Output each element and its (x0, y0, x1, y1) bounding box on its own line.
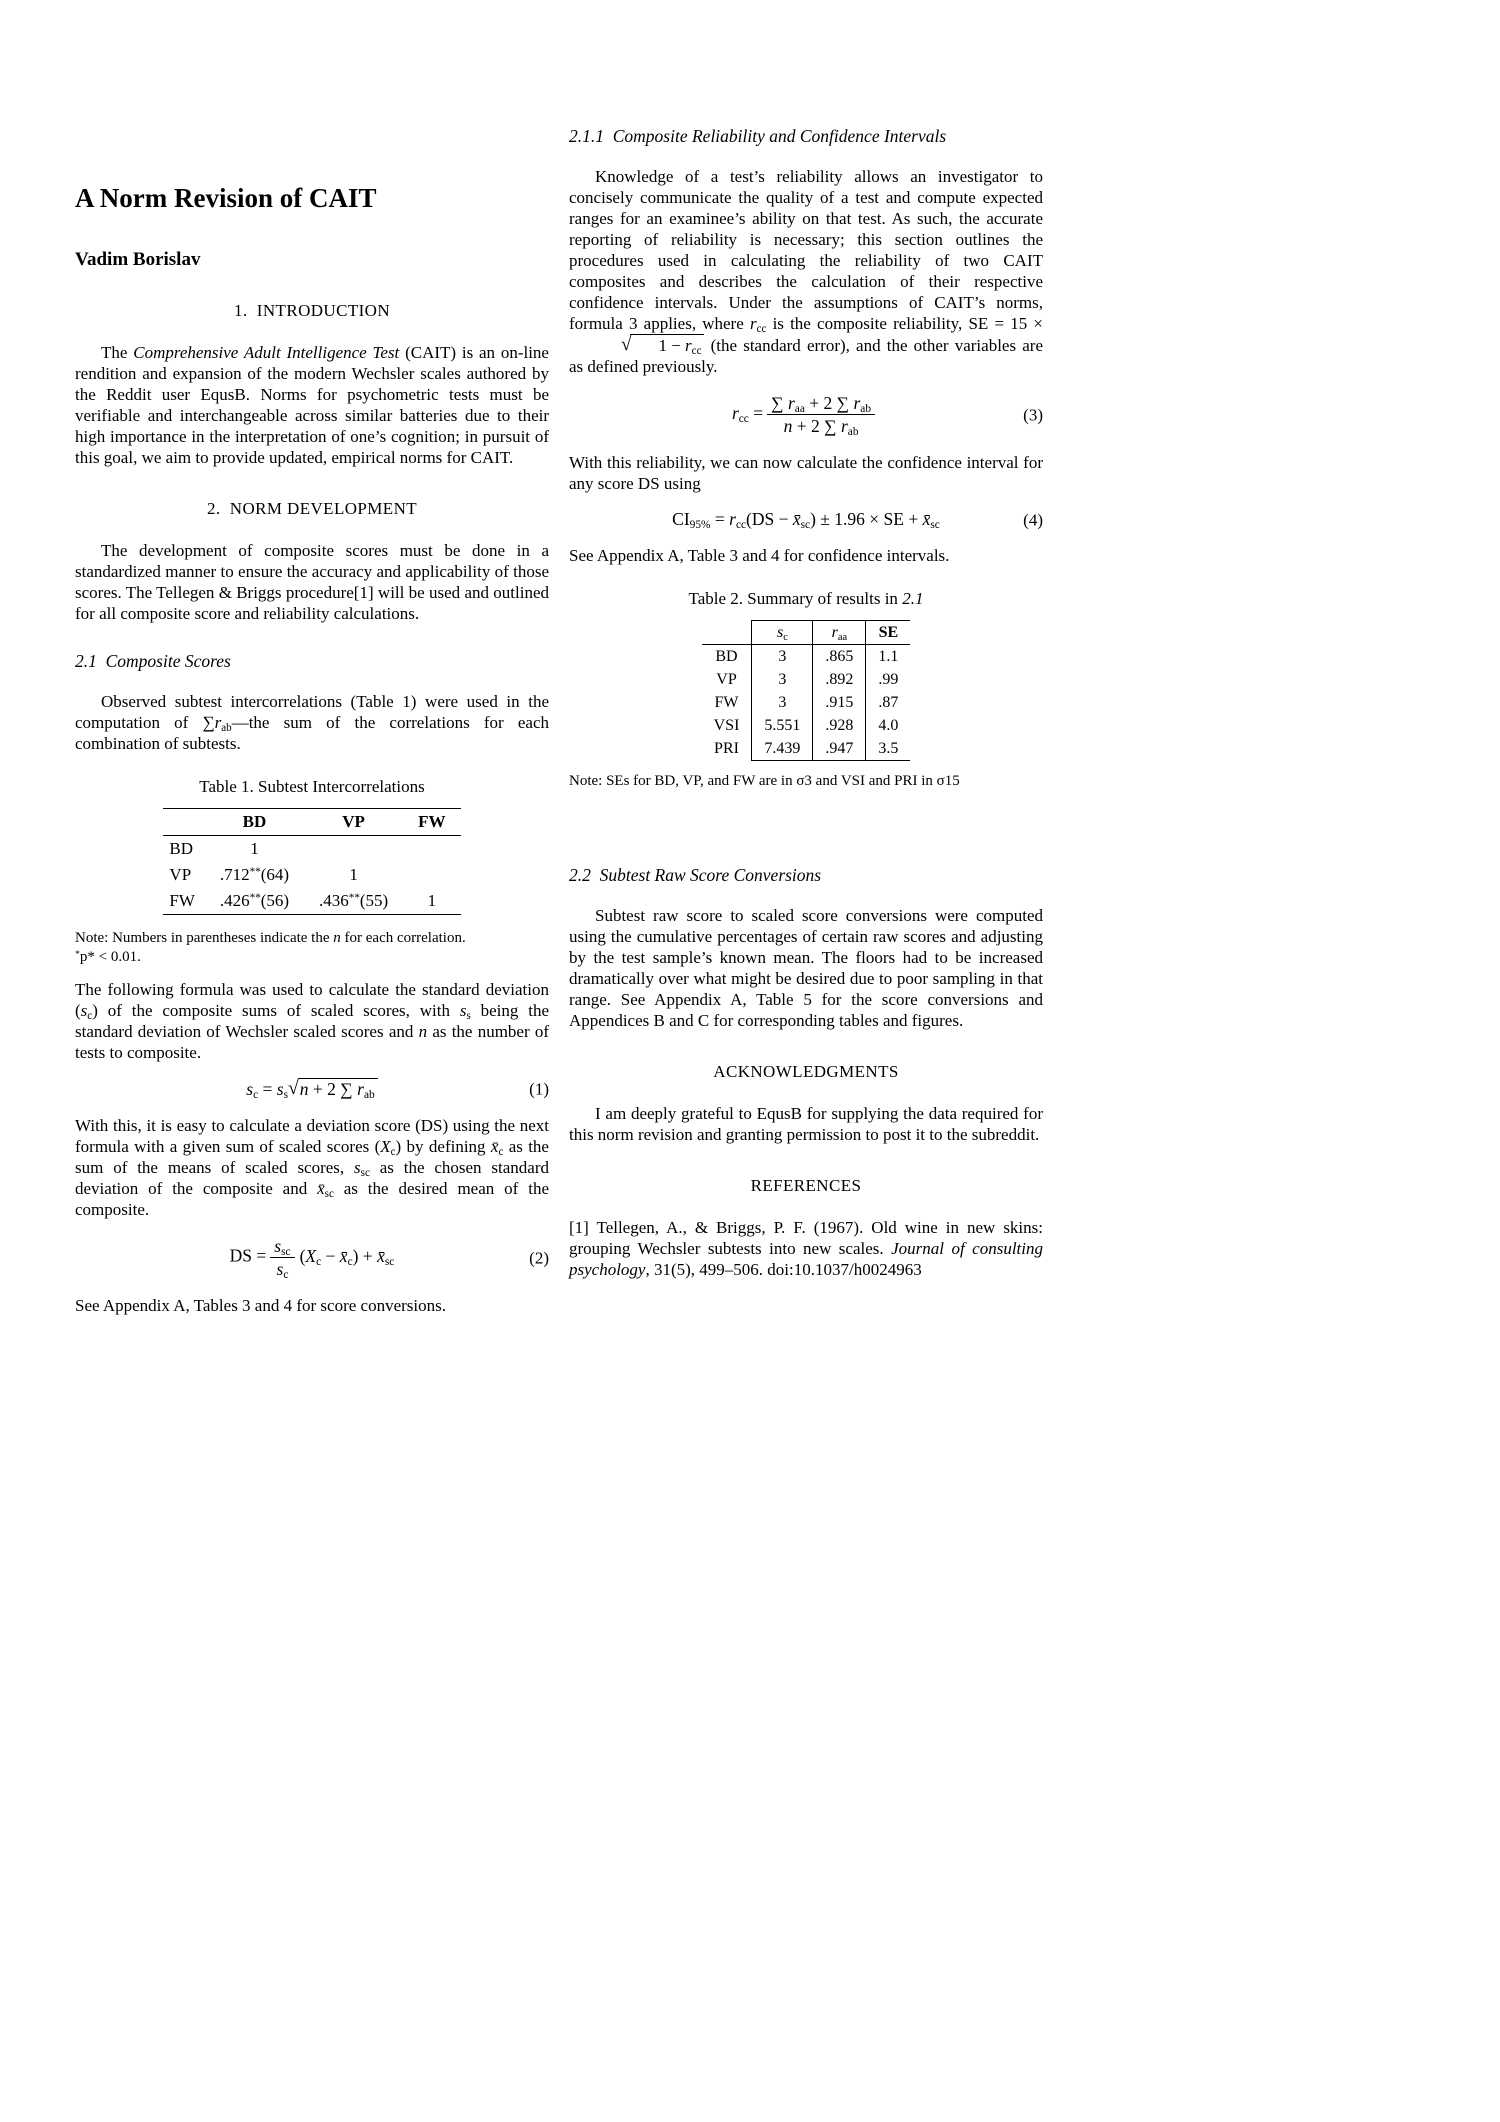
fraction-denominator: $s_c$ (270, 1257, 294, 1280)
table-2-block (569, 588, 1043, 791)
table-1-note (75, 929, 549, 967)
table-cell: .436**(55) (319, 891, 389, 910)
equation-1-number: (1) (529, 1079, 549, 1099)
equation-3-lhs: $r_{cc}$ = (731, 402, 764, 425)
equation-1 (75, 1078, 549, 1100)
norm-development-paragraph: The development of composite scores must be done in a standardized manner to ensure the accuracy and applicability of those scores. The Tellegen & Briggs procedure[1] will be used and outlined for all composite score and reliability calculations. (75, 541, 549, 623)
equation-3-fraction (767, 392, 875, 437)
table-1-note-line-1: Note: Numbers in parentheses indicate the n for each correlation. (75, 930, 466, 946)
composite-scores-paragraph-2: The following formula was used to calculate the standard deviation $(s_c)$ of the composite sums of scaled scores, with $s_s$ being the standard deviation of Wechsler scaled scores and n as the number of tests to composite. (75, 980, 550, 1062)
equation-2-fraction (270, 1235, 294, 1280)
table-cell: .712**(64) (219, 865, 290, 884)
table-1-caption: Table 1. Subtest Intercorrelations (199, 777, 425, 796)
subsection-raw-score-conversions-heading: 2.2 Subtest Raw Score Conversions (569, 865, 822, 885)
composite-scores-paragraph-1: Observed subtest intercorrelations (Table 1) were used in the computation of $\sum r_{ab}—the$ sum of the correlations for each combination of subtests. (75, 692, 549, 753)
table-2-caption: Table 2. Summary of results in 2.1 (688, 589, 924, 608)
table-row (702, 645, 911, 669)
equation-3-expression (732, 392, 880, 437)
section-norm-development-heading: 2. NORM DEVELOPMENT (206, 499, 418, 518)
table-1-block (75, 776, 549, 967)
equation-2-number: (2) (529, 1248, 549, 1267)
fraction-numerator: $s_{sc}$ (274, 1236, 291, 1259)
table-cell: 1.1 (866, 645, 911, 669)
row-label: VP (169, 865, 192, 884)
fraction-denominator: n + 2 ∑ $r_{ab}$ (767, 414, 875, 437)
row-label: BD (715, 648, 738, 665)
column-header (702, 621, 752, 645)
table-1 (163, 808, 460, 915)
table-cell: .947 (813, 737, 866, 761)
column-header: $r_{aa}$ (813, 621, 866, 645)
table-1-note-line-2: *p* < 0.01. (75, 948, 141, 965)
table-row (163, 888, 460, 915)
row-label: FW (169, 891, 195, 910)
reference-item: [1] Tellegen, A., & Briggs, P. F. (1967). Old wine in new skins: grouping Wechsler subtests into new scales. Journal of consulting psychology, 31(5), 499–506. doi:10.1037/h0024963 (569, 1218, 1043, 1279)
row-label: BD (169, 839, 194, 858)
row-label: VSI (713, 717, 740, 734)
acknowledgments-paragraph: I am deeply grateful to EqusB for supplying the data required for this norm revision and granting permission to post it to the subreddit. (569, 1104, 1043, 1144)
table-2-header-row (702, 621, 911, 645)
table-row (702, 691, 911, 714)
table-cell: 1 (250, 839, 259, 858)
table-row (163, 836, 460, 863)
subsection-reliability-heading: 2.1.1 Composite Reliability and Confidence Intervals (569, 126, 947, 146)
table-cell: .426**(56) (219, 891, 290, 910)
column-header: VP (304, 809, 403, 836)
raw-score-conversions-paragraph: Subtest raw score to scaled score conversions were computed using the cumulative percentages of certain raw scores and adjusting by the test sample’s known mean. The floors had to be increased dramatically over what might be desired due to poor sampling in that range. See Appendix A, Table 5 for the score conversions and Appendices B and C for corresponding tables and figures. (569, 906, 1043, 1030)
section-introduction-heading: 1. INTRODUCTION (233, 301, 391, 320)
reliability-see-appendix: See Appendix A, Table 3 and 4 for confidence intervals. (569, 546, 950, 565)
table-cell: 3 (752, 645, 813, 669)
table-2-note: Note: SEs for BD, VP, and FW are in σ3 and VSI and PRI in σ15 (569, 773, 960, 789)
equation-3 (569, 392, 1043, 437)
equation-2 (75, 1235, 549, 1280)
table-cell: .892 (813, 668, 866, 691)
composite-scores-see-appendix: See Appendix A, Tables 3 and 4 for score conversions. (75, 1296, 447, 1315)
right-column (569, 126, 1043, 1316)
column-header: SE (866, 621, 911, 645)
equation-4-expression: $CI_{95\%} = r_{cc}(DS$ − $x̄_{sc}) \pm 1.96$ × SE + $x̄_{sc}$ (672, 509, 940, 532)
subsection-composite-scores-heading: 2.1 Composite Scores (75, 651, 231, 671)
table-cell (403, 836, 460, 863)
column-header: BD (205, 809, 304, 836)
section-acknowledgments-heading: ACKNOWLEDGMENTS (713, 1062, 899, 1081)
equation-2-lhs: DS = (229, 1245, 267, 1266)
table-row (163, 862, 460, 888)
table-cell: .915 (813, 691, 866, 714)
table-row (702, 714, 911, 737)
table-cell: .865 (813, 645, 866, 669)
row-label: VP (716, 671, 737, 688)
table-cell: 1 (349, 865, 358, 884)
fraction-numerator: ∑ $r_{aa} + 2$ ∑ $r_{ab}$ (771, 393, 872, 416)
reliability-paragraph-2: With this reliability, we can now calculate the confidence interval for any score DS using (569, 453, 1043, 493)
column-header (163, 809, 205, 836)
equation-2-expression (230, 1235, 395, 1280)
section-references-heading: REFERENCES (750, 1176, 862, 1195)
equation-4-number: (4) (1023, 510, 1043, 529)
table-cell: 7.439 (752, 737, 813, 761)
table-cell: 3.5 (866, 737, 911, 761)
two-column-content (75, 126, 1043, 1316)
table-cell: .928 (813, 714, 866, 737)
table-cell: 5.551 (752, 714, 813, 737)
table-cell: 3 (752, 668, 813, 691)
table-cell (304, 836, 403, 863)
table-cell (403, 862, 460, 888)
table-cell: 1 (427, 891, 437, 910)
row-label: PRI (714, 740, 739, 758)
left-column (75, 126, 549, 1316)
reliability-paragraph-1: Knowledge of a test’s reliability allows an investigator to concisely communicate the quality of a test and compute expected ranges for an examinee’s ability on that test. As such, the accurate reporting of reliability is necessary; this section outlines the procedures used in calculating the reliability of two CAIT composites and describes the calculation of their respective confidence intervals. Under the assumptions of CAIT’s norms, formula 3 applies, where $r_{cc}$ is the composite reliability, SE = 15 × √ $1 - r_{cc}$ (the standard error), and the other variables are as defined previously. (569, 167, 1044, 376)
author-name: Vadim Borislav (75, 249, 201, 270)
table-1-header-row (163, 809, 460, 836)
table-cell: .99 (866, 668, 911, 691)
table-cell: 4.0 (866, 714, 911, 737)
table-cell: 3 (752, 691, 813, 714)
column-header: $s_c$ (752, 621, 813, 645)
table-2 (702, 620, 911, 761)
composite-scores-paragraph-3: With this, it is easy to calculate a deviation score (DS) using the next formula with a given sum of scaled scores $(X_c)$ by defining $x̄_c$ as the sum of the means of scaled scores, $s_{sc}$ as the chosen standard deviation of the composite and $x̄_{sc}$ as the desired mean of the composite. (75, 1116, 549, 1219)
equation-3-number: (3) (1023, 405, 1043, 424)
table-row (702, 737, 911, 761)
row-label: FW (714, 694, 739, 711)
table-row (702, 668, 911, 691)
introduction-paragraph: The Comprehensive Adult Intelligence Test (CAIT) is an on-line rendition and expansion of the modern Wechsler scales authored by the Reddit user EqusB. Norms for psychometric tests must be verifiable and interchangeable across similar batteries due to their high importance in the interpretation of one’s cognition; in pursuit of this goal, we aim to provide updated, empirical norms for CAIT. (75, 343, 549, 467)
paper-title: A Norm Revision of CAIT (75, 183, 377, 213)
table-cell: .87 (866, 691, 911, 714)
equation-1-expression: $s_c = s_s√n + 2$ ∑ $r_{ab}$ (246, 1078, 377, 1100)
equation-4 (569, 509, 1043, 530)
equation-2-rhs: ($X_c$ − $x̄_c$) + $x̄_{sc}$ (299, 1245, 395, 1268)
column-header: FW (403, 809, 460, 836)
